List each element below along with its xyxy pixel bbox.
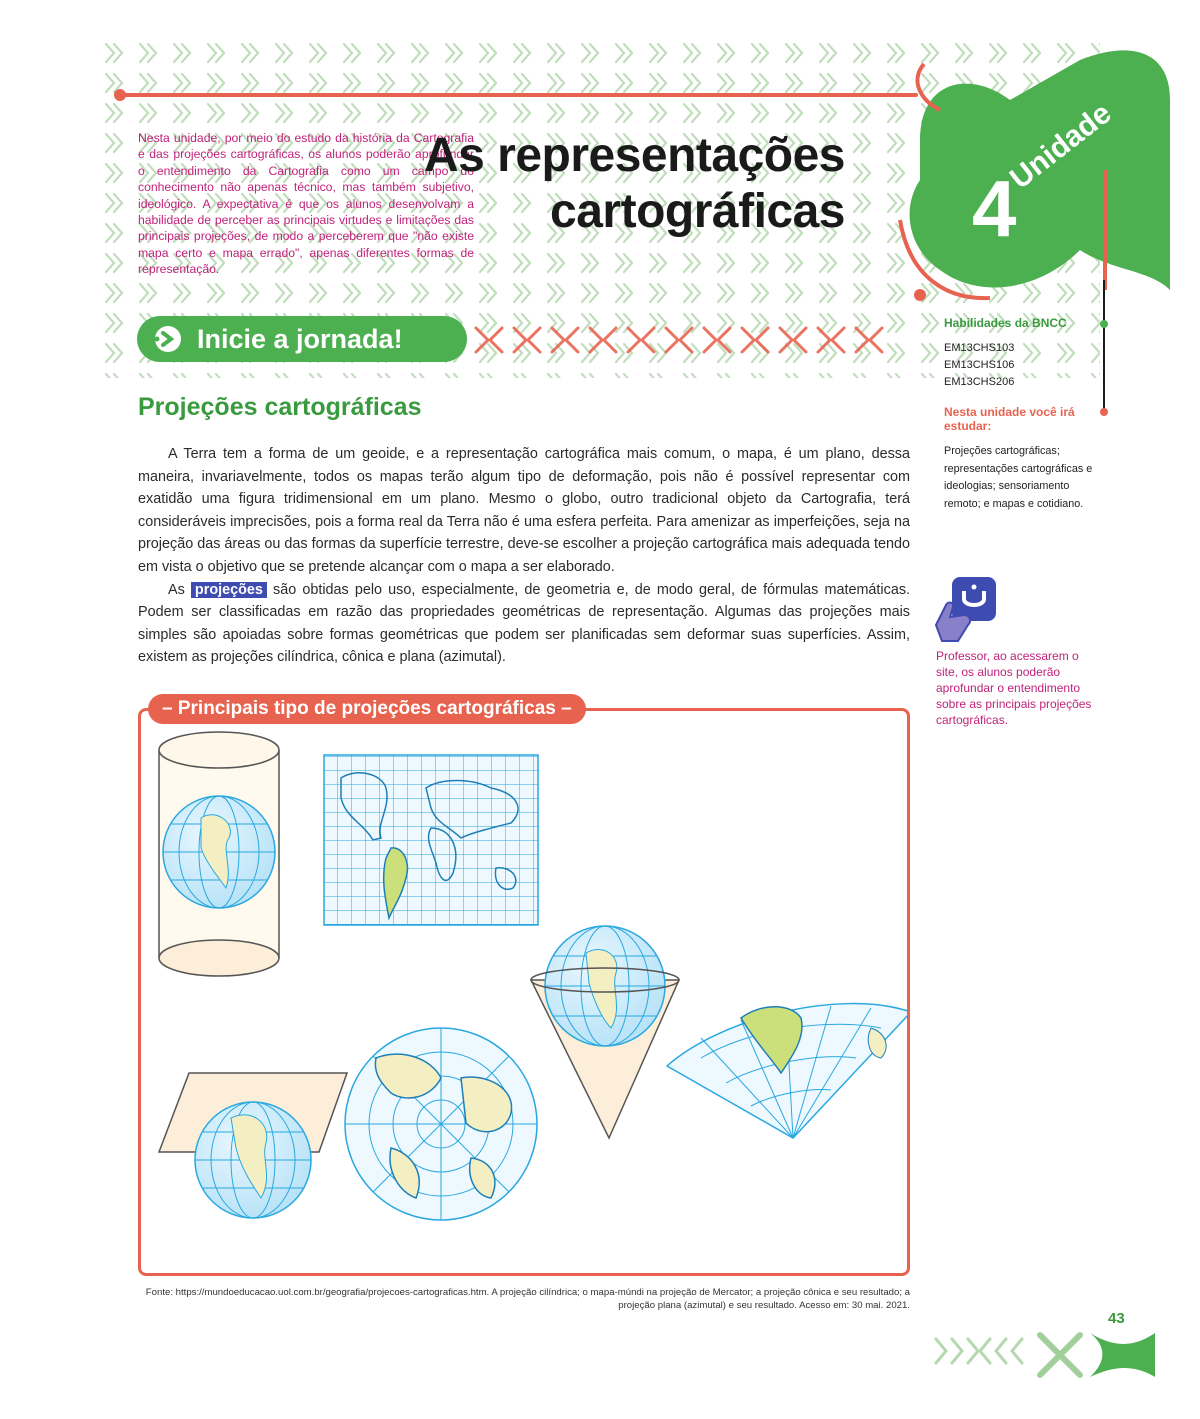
- bncc-code: EM13CHS103: [944, 342, 1015, 354]
- start-journey-label: Inicie a jornada!: [197, 323, 403, 354]
- bncc-code: EM13CHS106: [944, 359, 1015, 371]
- figure-source: Fonte: https://mundoeducacao.uol.com.br/geografia/projecoes-cartograficas.htm. A projeção cilíndrica; o mapa-múndi na projeção de Mercator; a projeção cônica e seu resultado; a projeção plana (azimutal) e seu resultado. Acesso em: 30 mai. 2021.: [145, 1287, 910, 1311]
- paragraph-2: [138, 579, 910, 669]
- unit-number: 4: [972, 164, 1017, 253]
- title-line-2: cartográficas: [550, 185, 845, 238]
- page-number: 43: [1108, 1310, 1125, 1327]
- unit-badge: [880, 40, 1170, 320]
- bncc-code: EM13CHS206: [944, 376, 1015, 388]
- conic-map: [667, 1004, 907, 1138]
- section-body: [138, 443, 910, 669]
- header-rule: [118, 93, 918, 97]
- section-heading: Projeções cartográficas: [138, 393, 422, 421]
- figure-title: – Principais tipo de projeções cartográficas –: [148, 694, 586, 724]
- study-topics: Projeções cartográficas; representações cartográficas e ideologias; sensoriamento remoto; e mapas e cotidiano.: [944, 445, 1093, 510]
- projections-illustration: [141, 728, 907, 1273]
- conic-projection: [531, 926, 679, 1138]
- unit-word: Unidade: [1003, 96, 1118, 196]
- paragraph-1: A Terra tem a forma de um geoide, e a representação cartográfica mais comum, o mapa, é um plano, dessa maneira, invariavelmente, todos os mapas terão algum tipo de deformação, pois não é possível representar com exatidão uma figura tridimensional em um plano. Mesmo o globo, outro tradicional objeto da Cartografia, terá consideráveis imprecisões, pois a forma real da Terra não é uma esfera perfeita. Para amenizar as imperfeições, seja na projeção das áreas ou das formas da superfície terrestre, deve-se escolher a projeção cartográfica mais adequada tendo em vista o objetivo que se pretende alcançar com o mapa a ser elaborado.: [138, 446, 910, 575]
- mercator-map: [324, 755, 538, 925]
- bncc-heading: Habilidades da BNCC: [944, 316, 1067, 330]
- azimuthal-map: [345, 1028, 537, 1220]
- page-title: [355, 128, 845, 240]
- planar-projection: [159, 1073, 347, 1218]
- paragraph-2-start: As: [168, 581, 185, 598]
- title-line-1: As representações: [423, 129, 845, 182]
- touch-link-icon[interactable]: [930, 575, 1000, 645]
- cylindrical-projection: [159, 732, 279, 976]
- unit-intro-text: Nesta unidade, por meio do estudo da história da Cartografia e das projeções cartográficas, os alunos poderão aprofundar o entendimento da Cartografia como um campo do conhecimento não apenas técnico, mas também subjetivo, ideológico. A expectativa é que os alunos desenvolvam a habilidade de perceber as principais virtudes e limitações das principais projeções, de modo a perceberem que "não existe mapa certo e mapa errado", apenas diferentes formas de representação.: [138, 131, 474, 277]
- start-journey-banner: [137, 316, 467, 362]
- sidebar: [944, 316, 1094, 513]
- arrow-right-icon: [153, 324, 183, 354]
- study-heading: Nesta unidade você irá estudar:: [944, 405, 1075, 433]
- paragraph-2-rest: são obtidas pelo uso, especialmente, de geometria e, de modo geral, de fórmulas matemáticas. Podem ser classificadas em razão das propriedades geométricas de representação. Algumas das projeções mais simples são apoiadas sobre formas geométricas que podem ser planificadas sem deformar suas superfícies. Assim, existem as projeções cilíndrica, cônica e plana (azimutal).: [138, 581, 911, 666]
- teacher-note: Professor, ao acessarem o site, os alunos poderão aprofundar o entendimento sobre as principais projeções cartográficas.: [936, 649, 1092, 727]
- glossary-term-projecoes[interactable]: projeções: [191, 582, 267, 598]
- footer-chevron-mark: [930, 1325, 1162, 1385]
- side-rail-line: [1100, 280, 1108, 420]
- x-pattern-decoration: [470, 320, 890, 360]
